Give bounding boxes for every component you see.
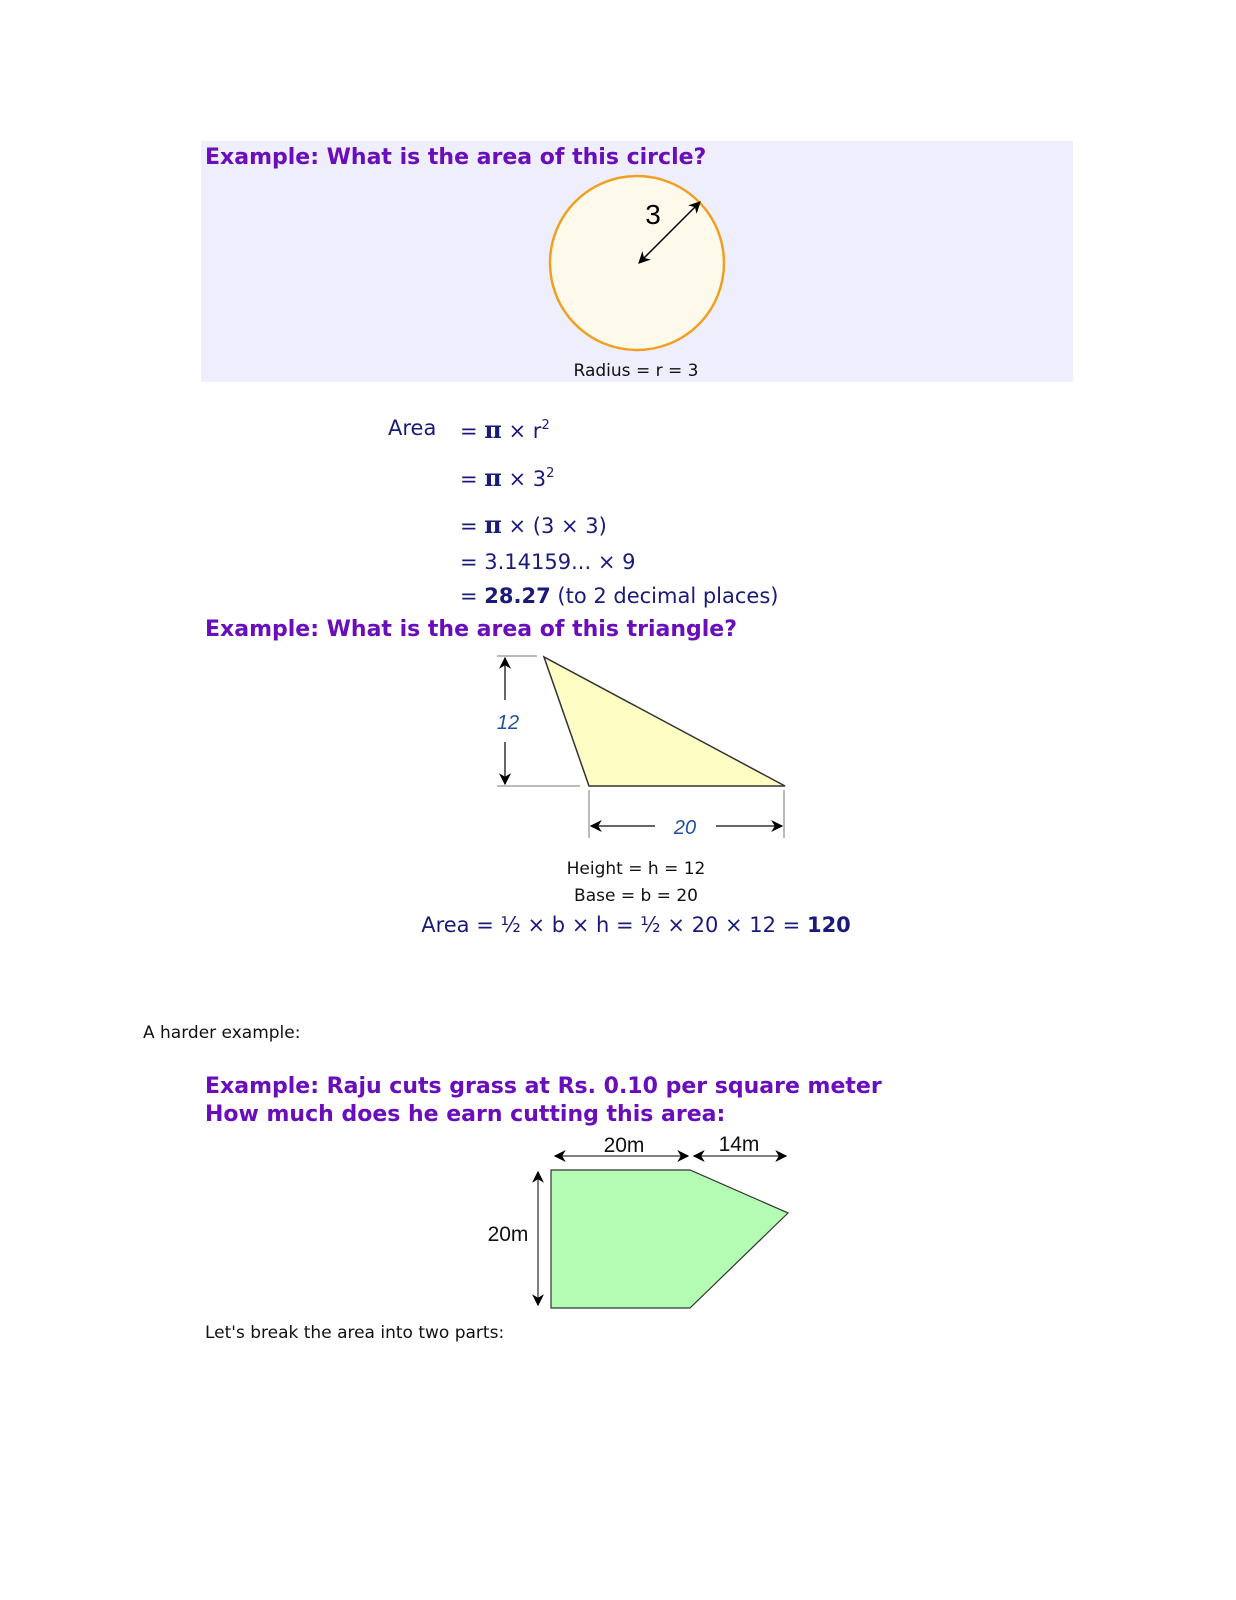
side-label: 20m bbox=[487, 1223, 529, 1246]
height-caption: Height = h = 12 bbox=[566, 859, 706, 879]
harder-example-intro: A harder example: bbox=[143, 1023, 301, 1043]
grass-footer: Let's break the area into two parts: bbox=[205, 1323, 505, 1343]
formula-line-2: = $\pi \times 3^2$ bbox=[460, 463, 555, 492]
formula-line-4: = 3.14159... × 9 bbox=[460, 550, 636, 574]
formula-line-3: = π × (3 × 3) bbox=[460, 510, 607, 539]
grass-area-shape bbox=[551, 1170, 788, 1308]
height-label: 12 bbox=[496, 712, 520, 734]
area-label: Area bbox=[388, 416, 437, 440]
triangle-example-title: Example: What is the area of this triangle? bbox=[205, 617, 737, 642]
radius-caption: Radius = r = 3 bbox=[573, 361, 699, 381]
circle-example-title: Example: What is the area of this circle? bbox=[205, 145, 707, 170]
grass-example-title-2: How much does he earn cutting this area: bbox=[205, 1102, 726, 1127]
top-right-label: 14m bbox=[718, 1133, 760, 1156]
radius-label: 3 bbox=[645, 199, 661, 230]
formula-line-5: = 28.27 (to 2 decimal places) bbox=[460, 584, 779, 608]
formula-line-1: = $\pi \times r^2$ bbox=[460, 415, 550, 444]
grass-example-title-1: Example: Raju cuts grass at Rs. 0.10 per square meter bbox=[205, 1074, 882, 1099]
top-left-label: 20m bbox=[603, 1134, 645, 1157]
base-caption: Base = b = 20 bbox=[574, 886, 698, 906]
base-label: 20 bbox=[673, 817, 697, 839]
triangle-area-line: Area = ½ × b × h = ½ × 20 × 12 = 120 bbox=[421, 913, 851, 937]
